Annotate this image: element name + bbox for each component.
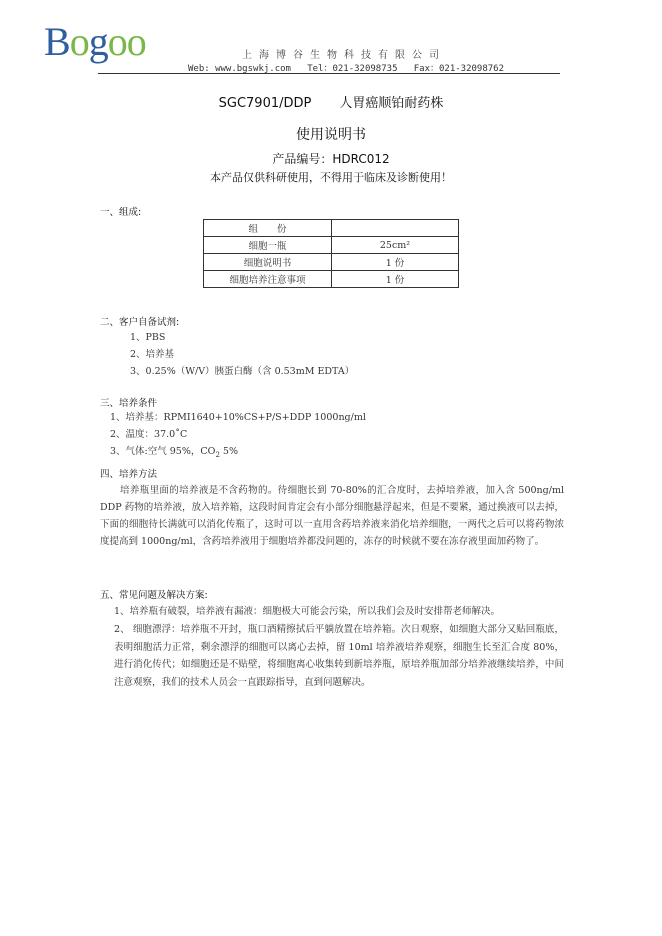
faq-item-1: 1、培养瓶有破裂，培养液有漏液：细胞极大可能会污染，所以我们会及时安排帮老师解决。 [114, 606, 501, 617]
company-name: 上海博谷生物科技有限公司 [242, 50, 446, 61]
table-header-cell [332, 220, 459, 237]
bogoo-logo: Bogoo [44, 19, 146, 64]
section2-heading: 二、客户自备试剂: [100, 317, 180, 328]
table-cell: 1 份 [332, 254, 459, 271]
list-item: 3、0.25%（W/V）胰蛋白酶（含 0.53mM EDTA） [130, 366, 355, 377]
reagent-list [130, 329, 354, 380]
list-item: 2、温度：37.0˚C [110, 429, 188, 440]
culture-conditions-list [110, 409, 366, 464]
doc-subtitle: 使用说明书 [296, 127, 366, 143]
table-cell: 细胞说明书 [204, 254, 332, 271]
cell-line-code: SGC7901/DDP [218, 96, 312, 111]
contact-info: Web: www.bgswkj.com Tel：021-32098735 Fax：021-32098762 [188, 64, 505, 74]
section4-heading: 四、培养方法 [100, 469, 158, 480]
list-item: 3、气体:空气 95%，$CO_2$ 5% [110, 446, 238, 459]
table-cell: 细胞培养注意事项 [204, 271, 332, 288]
table-row [204, 271, 459, 288]
cell-line-name: 人胃癌顺铂耐药株 [339, 96, 444, 111]
table-row [204, 237, 459, 254]
culture-method-text: 培养瓶里面的培养液是不含药物的。待细胞长到 70-80%的汇合度时，去掉培养液，加入含 500ng/ml DDP 药物的培养液，放入培养箱，这段时间肯定会有小部分细胞悬浮起来，但是不要紧，通过换液可以去掉，下面的细胞待长满就可以消化传瓶了，这时可以一直用含药培养液来消化培养细胞，一两代之后可以将药物浓度提高到 1000ng/ml，含药培养液用于细胞培养都没问题的，冻存的时候就不要在冻存液里面加药物了。 [100, 485, 564, 547]
table-header-cell: 组 份 [204, 220, 332, 237]
product-number: 产品编号：HDRC012 [272, 152, 390, 166]
list-item: 1、培养基：RPMI1640+10%CS+P/S+DDP 1000ng/ml [110, 412, 366, 423]
section3-heading: 三、培养条件 [100, 398, 158, 409]
header-rule [98, 73, 560, 74]
section5-heading: 五、常见问题及解决方案: [100, 590, 208, 601]
list-item: 2、培养基 [130, 349, 175, 360]
table-row [204, 220, 459, 237]
table-row [204, 254, 459, 271]
doc-title [0, 92, 662, 111]
faq-item-2: 2、 细胞漂浮：培养瓶不开封，瓶口酒精擦拭后平躺放置在培养箱。次日观察，如细胞大部分又贴回瓶底，表明细胞活力正常，剩余漂浮的细胞可以离心去掉，留 10ml 培养液培养观察，细胞生长至汇合度 80%，进行消化传代；如细胞还是不贴壁，将细胞离心收集转到新培养瓶，原培养瓶加部分培养液继续培养，中间注意观察，我们的技术人员会一直跟踪指导，直到问题解决。 [114, 624, 564, 688]
composition-table [203, 219, 459, 288]
section1-heading: 一、组成: [100, 207, 142, 218]
list-item: 1、PBS [130, 332, 166, 343]
table-cell: 25cm² [332, 237, 459, 254]
table-cell: 1 份 [332, 271, 459, 288]
usage-notice: 本产品仅供科研使用，不得用于临床及诊断使用！ [210, 171, 452, 184]
table-cell: 细胞一瓶 [204, 237, 332, 254]
